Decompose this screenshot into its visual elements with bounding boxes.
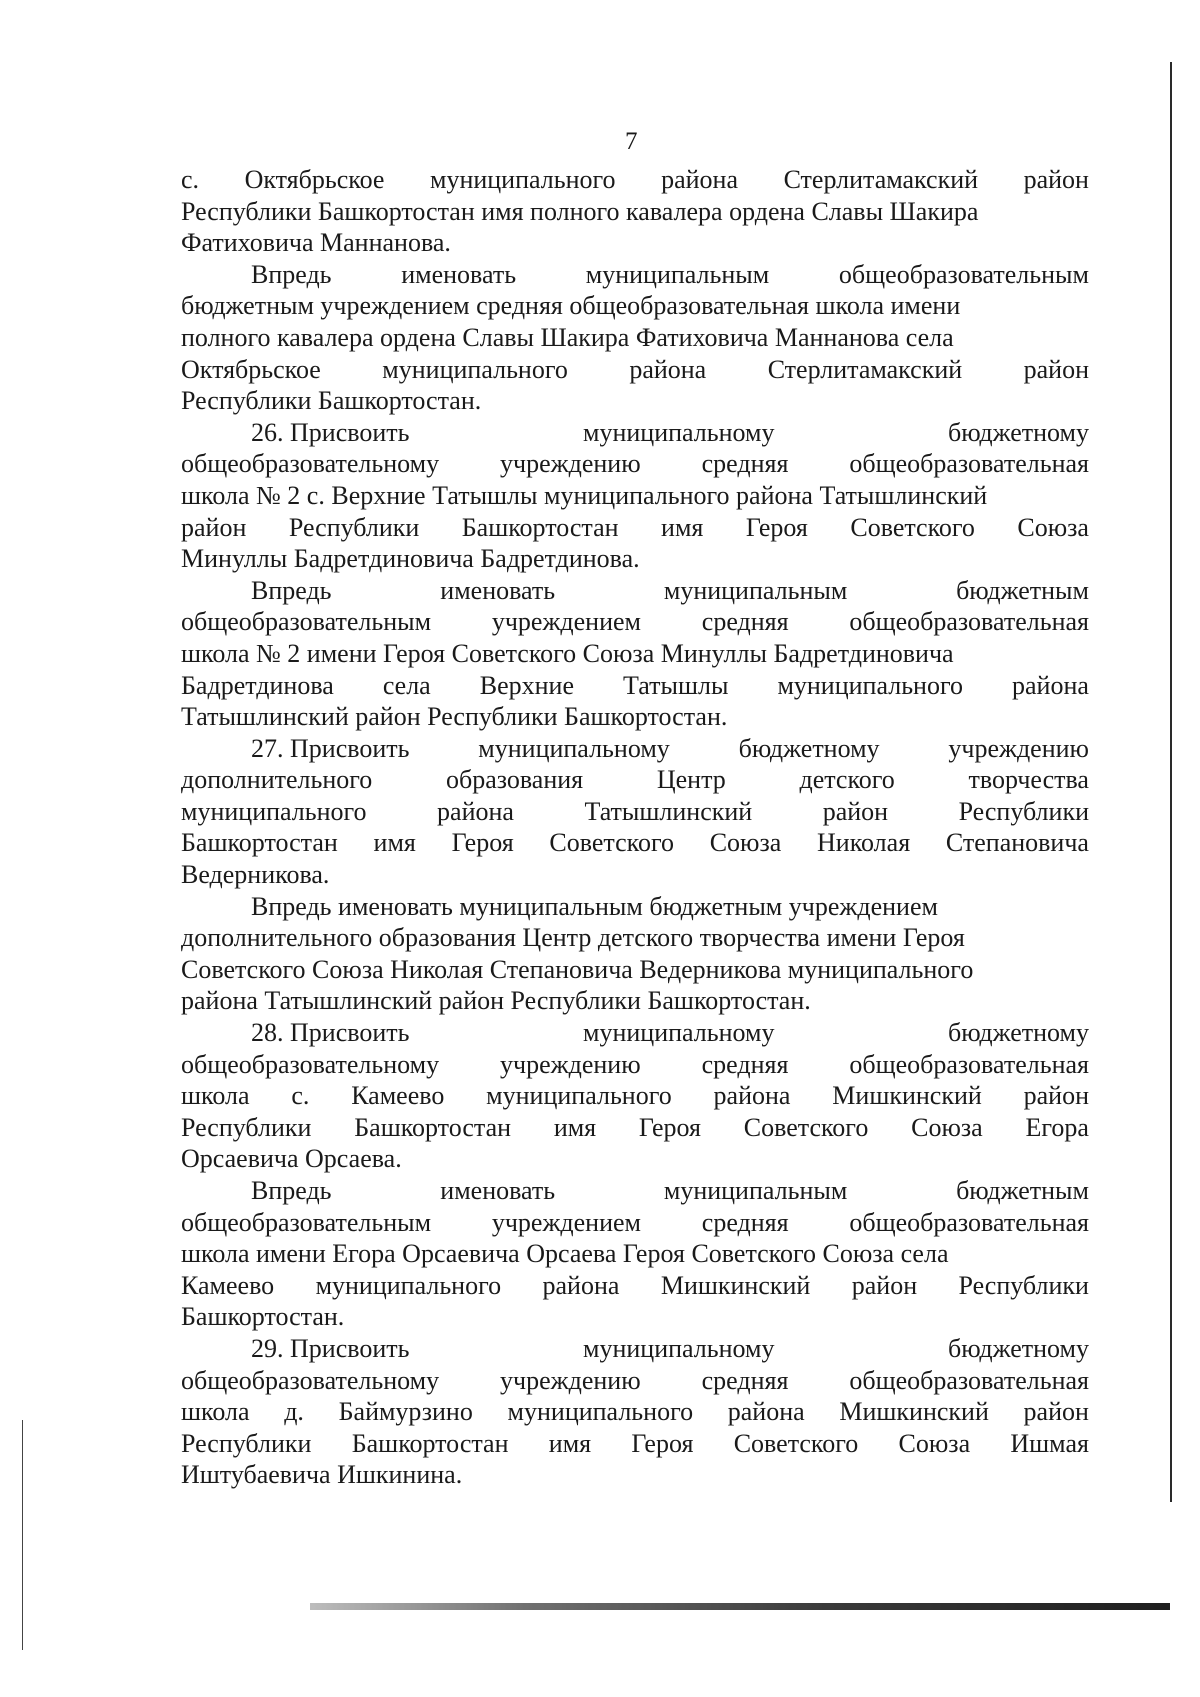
text-line: [181, 1112, 1089, 1144]
text-line: [181, 196, 1089, 228]
text-segment: творчества: [968, 765, 1089, 795]
text-segment: Стерлитамакский: [767, 354, 963, 384]
text-segment: Камеево: [351, 1081, 445, 1111]
text-line: [181, 417, 1089, 449]
text-segment: муниципального: [382, 354, 568, 384]
text-segment: бюджетному: [948, 1333, 1089, 1363]
text-segment: имя: [373, 828, 416, 858]
scan-bottom-bar: [310, 1603, 1170, 1610]
page-number: 7: [625, 128, 638, 155]
text-line: [181, 985, 1089, 1017]
text-segment: общеобразовательная: [849, 1207, 1089, 1237]
text-line: [181, 1175, 1089, 1207]
text-segment: бюджетным учреждением средняя общеобразовательная школа имени: [181, 291, 961, 321]
text-segment: района: [629, 354, 707, 384]
text-segment: Героя: [745, 512, 808, 542]
text-segment: район: [1023, 165, 1089, 194]
text-segment: Степановича: [945, 828, 1089, 858]
text-segment: средняя: [701, 1365, 789, 1395]
text-line: [181, 891, 1089, 923]
text-segment: школа № 2 с. Верхние Татышлы муниципального района Татышлинский: [181, 480, 988, 510]
text-segment: Республики: [958, 796, 1089, 826]
text-segment: имя: [661, 512, 704, 542]
text-segment: муниципального: [181, 796, 367, 826]
text-segment: общеобразовательным: [181, 1207, 432, 1237]
document-body: [181, 164, 1089, 1491]
text-line: [181, 827, 1089, 859]
text-line: [181, 733, 1089, 765]
text-segment: Впредь: [251, 1176, 332, 1205]
text-segment: муниципального: [507, 1397, 694, 1427]
text-line: [181, 1333, 1089, 1365]
text-segment: именовать: [401, 259, 517, 289]
text-segment: муниципальным: [585, 259, 770, 289]
text-segment: учреждением: [491, 607, 641, 637]
text-segment: Николая: [817, 828, 911, 858]
text-segment: Татышлинский район Республики Башкортостан.: [181, 702, 728, 732]
text-segment: Героя: [631, 1428, 694, 1458]
text-segment: села: [382, 670, 431, 700]
text-segment: района: [661, 165, 739, 194]
text-segment: муниципального: [777, 670, 963, 700]
text-segment: общеобразовательная: [849, 1049, 1089, 1079]
text-line: [181, 638, 1089, 670]
text-segment: 29. Присвоить: [251, 1333, 410, 1363]
text-segment: муниципального: [429, 165, 616, 194]
text-line: [181, 1301, 1089, 1333]
text-line: [181, 1270, 1089, 1302]
text-segment: муниципального: [315, 1270, 502, 1300]
text-line: [181, 259, 1089, 291]
text-segment: общеобразовательным: [838, 259, 1089, 289]
text-segment: Камеево: [181, 1270, 275, 1300]
text-segment: бюджетному: [948, 1018, 1089, 1048]
text-line: [181, 448, 1089, 480]
text-segment: средняя: [701, 1049, 789, 1079]
text-segment: Октябрьское: [181, 354, 321, 384]
text-line: [181, 764, 1089, 796]
text-line: [181, 512, 1089, 544]
text-segment: Союза: [1017, 512, 1089, 542]
text-segment: учреждением: [491, 1207, 641, 1237]
text-segment: общеобразовательному: [181, 1049, 440, 1079]
text-line: [181, 606, 1089, 638]
text-segment: общеобразовательному: [181, 1365, 440, 1395]
text-segment: Верхние: [479, 670, 574, 700]
text-segment: Ведерникова.: [181, 860, 330, 890]
text-segment: муниципальному: [583, 1333, 775, 1363]
text-segment: школа имени Егора Орсаевича Орсаева Героя Советского Союза села: [181, 1239, 949, 1269]
text-segment: Республики Башкортостан имя полного кавалера ордена Славы Шакира: [181, 196, 979, 226]
text-segment: бюджетному: [948, 417, 1089, 447]
text-line: [181, 543, 1089, 575]
text-segment: район: [1023, 1081, 1089, 1111]
text-line: [181, 1238, 1089, 1270]
text-segment: именовать: [440, 575, 556, 605]
text-segment: Союза: [898, 1428, 971, 1458]
text-segment: муниципальным: [663, 1176, 848, 1205]
text-segment: 27. Присвоить: [251, 733, 410, 763]
text-segment: Мишкинский: [839, 1397, 989, 1427]
text-line: [181, 1459, 1089, 1491]
text-line: [181, 1017, 1089, 1049]
text-line: [181, 480, 1089, 512]
text-segment: муниципальному: [478, 733, 670, 763]
text-segment: школа: [181, 1081, 250, 1111]
text-segment: Татышлы: [623, 670, 729, 700]
text-segment: Советского: [549, 828, 674, 858]
text-segment: Орсаевича Орсаева.: [181, 1144, 402, 1174]
text-segment: бюджетному: [738, 733, 880, 763]
text-segment: Ишмая: [1010, 1428, 1089, 1458]
text-segment: д.: [284, 1397, 304, 1427]
text-segment: Впредь именовать муниципальным бюджетным учреждением: [251, 891, 938, 921]
text-segment: Минуллы Бадретдиновича Бадретдинова.: [181, 544, 640, 574]
text-line: [181, 701, 1089, 733]
text-segment: района: [727, 1397, 805, 1427]
text-segment: средняя: [701, 449, 789, 479]
text-segment: Татышлинский: [584, 796, 753, 826]
text-segment: Стерлитамакский: [783, 165, 979, 194]
text-segment: Советского Союза Николая Степановича Ведерникова муниципального: [181, 954, 974, 984]
text-segment: Советского: [850, 512, 975, 542]
text-segment: дополнительного: [181, 765, 373, 795]
text-line: [181, 1207, 1089, 1239]
text-line: [181, 1080, 1089, 1112]
text-line: [181, 354, 1089, 386]
text-segment: муниципальным: [663, 575, 848, 605]
text-segment: муниципального: [486, 1081, 672, 1111]
text-segment: район: [1023, 1397, 1089, 1427]
text-segment: Впредь: [251, 259, 332, 289]
text-segment: Бадретдинова: [181, 670, 334, 700]
text-segment: Октябрьское: [244, 165, 385, 194]
text-segment: района Татышлинский район Республики Башкортостан.: [181, 986, 811, 1016]
text-segment: учреждению: [500, 449, 641, 479]
text-segment: Башкортостан: [461, 512, 619, 542]
text-segment: район: [822, 796, 889, 826]
text-segment: Республики: [181, 1428, 312, 1458]
text-segment: района: [1012, 670, 1089, 700]
text-segment: общеобразовательная: [849, 449, 1089, 479]
text-segment: Советского: [743, 1112, 869, 1142]
text-segment: школа № 2 имени Героя Советского Союза Минуллы Бадретдиновича: [181, 638, 954, 668]
text-line: [181, 290, 1089, 322]
text-segment: полного кавалера ордена Славы Шакира Фатиховича Маннанова села: [181, 322, 954, 352]
text-line: [181, 954, 1089, 986]
text-segment: школа: [181, 1397, 250, 1427]
text-line: [181, 1143, 1089, 1175]
text-line: [181, 1049, 1089, 1081]
text-segment: учреждению: [500, 1049, 641, 1079]
text-segment: Башкортостан: [181, 828, 338, 858]
text-segment: муниципальному: [583, 417, 775, 447]
text-line: [181, 385, 1089, 417]
text-segment: Иштубаевича Ишкинина.: [181, 1460, 463, 1490]
text-segment: Фатиховича Маннанова.: [181, 228, 451, 258]
scan-edge-left: [22, 1420, 23, 1650]
text-line: [181, 922, 1089, 954]
scan-edge-right: [1170, 62, 1172, 1502]
text-segment: Башкортостан: [354, 1112, 512, 1142]
text-segment: муниципальному: [583, 1018, 775, 1048]
text-segment: район: [181, 512, 247, 542]
text-segment: Мишкинский: [660, 1270, 811, 1300]
text-segment: Республики: [288, 512, 420, 542]
text-segment: Центр: [656, 765, 726, 795]
text-line: [181, 1428, 1089, 1460]
text-line: [181, 1396, 1089, 1428]
text-segment: бюджетным: [956, 575, 1089, 605]
text-segment: общеобразовательная: [849, 1365, 1089, 1395]
text-segment: с.: [291, 1081, 310, 1111]
text-segment: общеобразовательным: [181, 607, 432, 637]
text-segment: детского: [799, 765, 895, 795]
text-segment: Республики: [181, 1112, 312, 1142]
text-segment: 28. Присвоить: [251, 1018, 410, 1048]
text-line: [181, 164, 1089, 196]
text-segment: дополнительного образования Центр детского творчества имени Героя: [181, 923, 965, 953]
text-segment: с.: [181, 165, 200, 194]
text-segment: Баймурзино: [338, 1397, 473, 1427]
text-segment: Башкортостан: [351, 1428, 509, 1458]
text-segment: Мишкинский: [832, 1081, 982, 1111]
text-segment: Егора: [1025, 1112, 1089, 1142]
text-segment: именовать: [440, 1176, 556, 1205]
text-segment: Союза: [709, 828, 782, 858]
text-segment: Героя: [451, 828, 514, 858]
text-segment: общеобразовательному: [181, 449, 440, 479]
text-segment: района: [437, 796, 514, 826]
text-segment: учреждению: [948, 733, 1089, 763]
text-line: [181, 227, 1089, 259]
text-segment: общеобразовательная: [849, 607, 1089, 637]
text-line: [181, 322, 1089, 354]
text-segment: учреждению: [500, 1365, 641, 1395]
text-segment: имя: [553, 1112, 597, 1142]
text-segment: Советского: [733, 1428, 859, 1458]
text-segment: район: [851, 1270, 918, 1300]
text-segment: образования: [445, 765, 584, 795]
text-line: [181, 670, 1089, 702]
text-segment: района: [713, 1081, 791, 1111]
text-line: [181, 575, 1089, 607]
text-line: [181, 1365, 1089, 1397]
text-segment: Героя: [638, 1112, 701, 1142]
text-segment: имя: [548, 1428, 592, 1458]
text-segment: бюджетным: [956, 1176, 1089, 1205]
text-segment: района: [542, 1270, 620, 1300]
text-segment: район: [1023, 354, 1089, 384]
text-segment: Впредь: [251, 575, 332, 605]
text-line: [181, 859, 1089, 891]
text-segment: Союза: [911, 1112, 983, 1142]
text-segment: средняя: [701, 1207, 789, 1237]
text-segment: Республики Башкортостан.: [181, 386, 482, 416]
text-segment: Республики: [958, 1270, 1089, 1300]
text-segment: средняя: [701, 607, 789, 637]
text-segment: Башкортостан.: [181, 1302, 345, 1332]
text-segment: 26. Присвоить: [251, 417, 410, 447]
text-line: [181, 796, 1089, 828]
